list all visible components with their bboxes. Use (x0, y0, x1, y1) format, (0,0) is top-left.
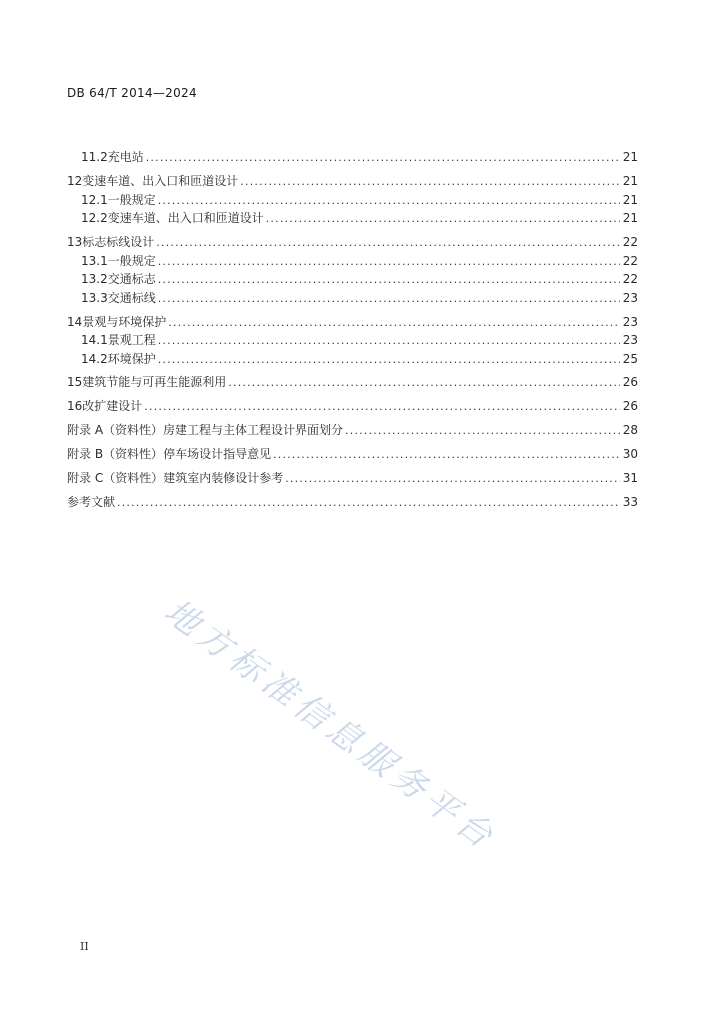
toc-entry[interactable] (67, 422, 638, 438)
toc-title: 环境保护 (107, 352, 156, 366)
toc-entry[interactable] (67, 332, 638, 348)
toc-leader-dots (345, 423, 620, 439)
toc-title: 变速车道、出入口和匝道设计 (82, 174, 239, 188)
toc-leader-dots (156, 235, 620, 251)
toc-leader-dots (158, 193, 620, 209)
toc-leader-dots (228, 375, 620, 391)
toc-leader-dots (117, 495, 620, 511)
toc-title: 变速车道、出入口和匝道设计 (107, 211, 264, 225)
toc-title: 充电站 (107, 150, 144, 164)
toc-title: 一般规定 (107, 254, 156, 268)
toc-number: 12.2 (81, 211, 108, 225)
toc-page-number: 28 (622, 423, 638, 437)
toc-title: 改扩建设计 (82, 399, 143, 413)
toc-number: 12.1 (81, 193, 108, 207)
toc-leader-dots (158, 291, 620, 307)
toc-entry[interactable] (67, 234, 638, 250)
toc-page-number: 23 (622, 291, 638, 305)
page-number-footer: II (80, 940, 89, 953)
toc-page-number: 21 (622, 193, 638, 207)
toc-page-number: 31 (622, 471, 638, 485)
toc-entry[interactable] (67, 253, 638, 269)
toc-page-number: 22 (622, 235, 638, 249)
toc-title: 景观与环境保护 (82, 315, 167, 329)
watermark-text: 地方标准信息服务平台 (156, 591, 504, 859)
toc-number: 16 (67, 399, 83, 413)
toc-leader-dots (158, 352, 620, 368)
toc-entry[interactable] (67, 290, 638, 306)
toc-page-number: 26 (622, 375, 638, 389)
toc-page-number: 23 (622, 333, 638, 347)
toc-page-number: 22 (622, 254, 638, 268)
toc-leader-dots (144, 399, 620, 415)
toc-number: 附录 B（资料性） (67, 447, 164, 461)
toc-leader-dots (266, 211, 620, 227)
toc-number: 12 (67, 174, 83, 188)
toc-title: 交通标志 (107, 272, 156, 286)
toc-entry[interactable] (67, 314, 638, 330)
toc-page-number: 25 (622, 352, 638, 366)
toc-title: 参考文献 (67, 495, 116, 509)
toc-entry[interactable] (67, 149, 638, 165)
toc-page-number: 22 (622, 272, 638, 286)
toc-leader-dots (146, 150, 620, 166)
toc-leader-dots (285, 471, 620, 487)
toc-entry[interactable] (67, 173, 638, 189)
toc-number: 14.2 (81, 352, 108, 366)
toc-title: 停车场设计指导意见 (163, 447, 272, 461)
toc-title: 建筑节能与可再生能源利用 (82, 375, 227, 389)
toc-entry[interactable] (67, 271, 638, 287)
toc-title: 建筑室内装修设计参考 (163, 471, 284, 485)
toc-leader-dots (273, 447, 620, 463)
toc-page-number: 23 (622, 315, 638, 329)
toc-number: 附录 C（资料性） (67, 471, 164, 485)
toc-number: 13.3 (81, 291, 108, 305)
toc-title: 景观工程 (107, 333, 156, 347)
toc-number: 15 (67, 375, 83, 389)
toc-number: 11.2 (81, 150, 108, 164)
toc-page-number: 21 (622, 211, 638, 225)
toc-entry[interactable] (67, 470, 638, 486)
toc-title: 房建工程与主体工程设计界面划分 (163, 423, 344, 437)
toc-number: 13.1 (81, 254, 108, 268)
toc-page-number: 21 (622, 150, 638, 164)
toc-number: 14.1 (81, 333, 108, 347)
toc-entry[interactable] (67, 192, 638, 208)
toc-leader-dots (240, 174, 620, 190)
toc-entry[interactable] (67, 351, 638, 367)
toc-page-number: 26 (622, 399, 638, 413)
toc-entry[interactable] (67, 494, 638, 510)
toc-number: 13 (67, 235, 83, 249)
toc-title: 交通标线 (107, 291, 156, 305)
toc-number: 13.2 (81, 272, 108, 286)
toc-entry[interactable] (67, 398, 638, 414)
toc-entry[interactable] (67, 374, 638, 390)
toc-title: 标志标线设计 (82, 235, 155, 249)
toc-page-number: 21 (622, 174, 638, 188)
toc-leader-dots (158, 272, 620, 288)
toc-entry[interactable] (67, 446, 638, 462)
toc-page-number: 33 (622, 495, 638, 509)
toc-number: 附录 A（资料性） (67, 423, 164, 437)
toc-leader-dots (168, 315, 620, 331)
toc-title: 一般规定 (107, 193, 156, 207)
toc-entry[interactable] (67, 210, 638, 226)
toc-page-number: 30 (622, 447, 638, 461)
toc-leader-dots (158, 333, 620, 349)
document-code-header: DB 64/T 2014—2024 (67, 86, 197, 100)
toc-number: 14 (67, 315, 83, 329)
toc-leader-dots (158, 254, 620, 270)
